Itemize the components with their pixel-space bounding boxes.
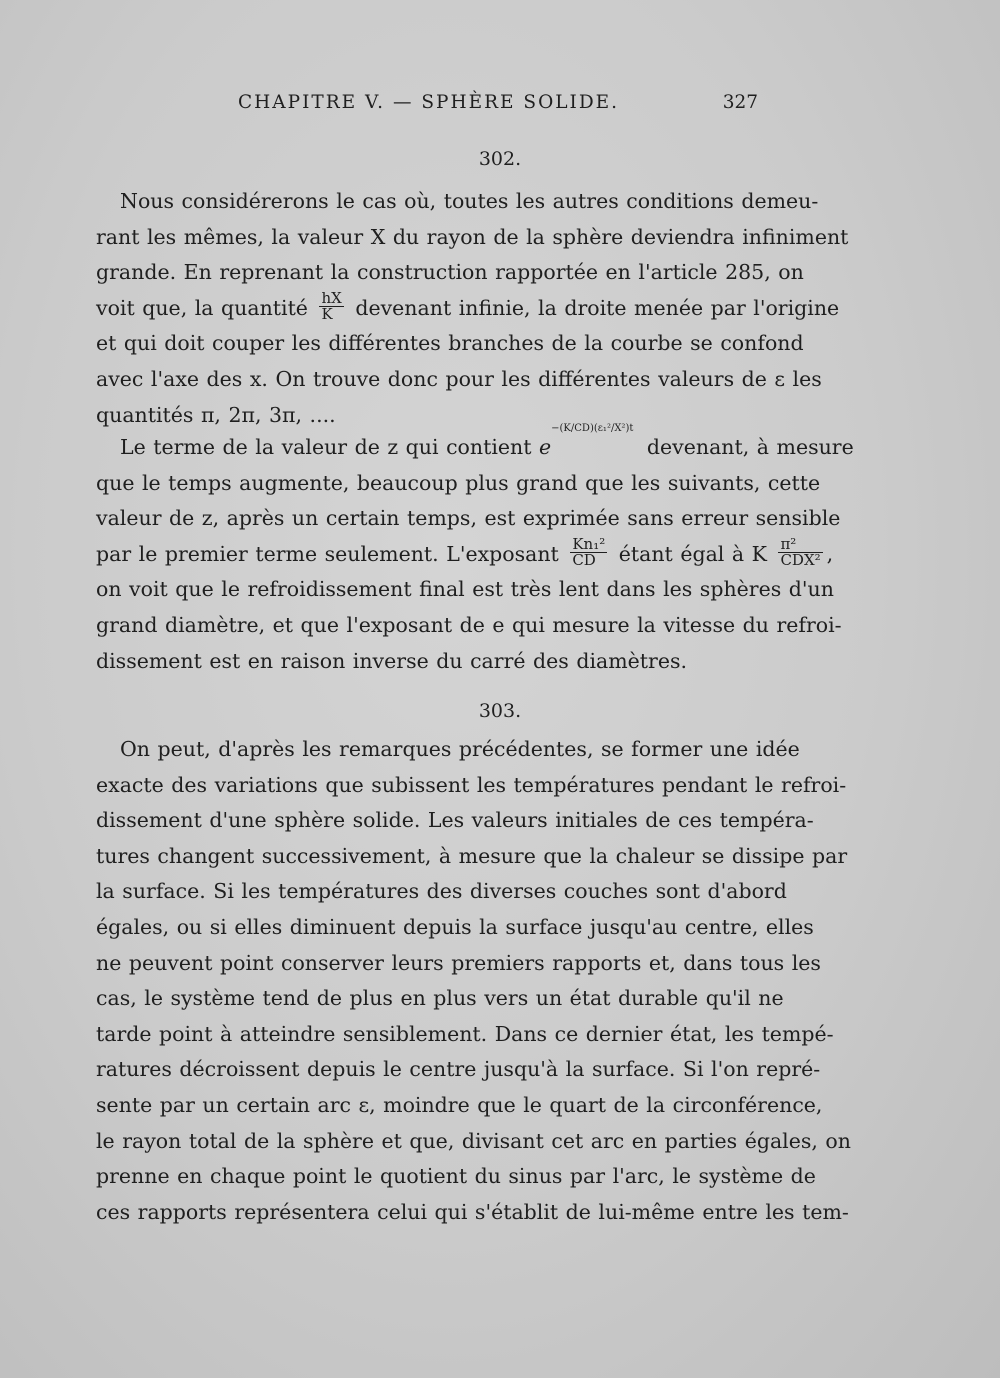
text-line: et qui doit couper les différentes branches de la courbe se confond bbox=[96, 331, 804, 356]
text-line: rant les mêmes, la valeur X du rayon de la sphère deviendra infiniment bbox=[96, 224, 849, 249]
section-number-302: 302. bbox=[478, 148, 522, 170]
fraction-pi2-over-CDX2 bbox=[778, 534, 822, 569]
running-title: CHAPITRE V. — SPHÈRE SOLIDE. bbox=[238, 92, 620, 113]
text-line-with-fraction bbox=[96, 288, 840, 327]
fraction-denominator: CDX² bbox=[780, 550, 821, 569]
line-text: devenant, à mesure bbox=[646, 435, 854, 459]
fraction-denominator: K bbox=[321, 304, 333, 323]
line-text: voit que, la quantité bbox=[96, 295, 308, 320]
text-line-with-exponential bbox=[96, 423, 854, 466]
text-line: on voit que le refroidissement final est très lent dans les sphères d'un bbox=[96, 577, 834, 602]
text-line: On peut, d'après les remarques précédentes, se former une idée bbox=[120, 737, 800, 761]
text-line: grande. En reprenant la construction rapportée en l'article 285, on bbox=[96, 260, 804, 285]
text-line: grand diamètre, et que l'exposant de e qui mesure la vitesse du refroi- bbox=[96, 612, 842, 637]
text-line: ne peuvent point conserver leurs premiers rapports et, dans tous les bbox=[96, 950, 821, 975]
text-line: dissement est en raison inverse du carré des diamètres. bbox=[96, 648, 687, 673]
text-line: avec l'axe des x. On trouve donc pour les différentes valeurs de ε les bbox=[96, 366, 822, 391]
fraction-numerator: π² bbox=[778, 537, 822, 553]
paragraph-302-2 bbox=[96, 423, 854, 679]
line-text: devenant infinie, la droite menée par l'origine bbox=[355, 295, 840, 320]
text-line: sente par un certain arc ε, moindre que le quart de la circonférence, bbox=[96, 1092, 823, 1117]
text-line: le rayon total de la sphère et que, divisant cet arc en parties égales, on bbox=[96, 1128, 851, 1153]
text-line: valeur de z, après un certain temps, est exprimée sans erreur sensible bbox=[96, 506, 841, 531]
exponent: −(K/CD)(ε₁²/X²)t bbox=[551, 423, 634, 434]
text-line: quantités π, 2π, 3π, .... bbox=[96, 402, 336, 427]
text-line: tarde point à atteindre sensiblement. Dans ce dernier état, les tempé- bbox=[96, 1021, 834, 1046]
text-line: que le temps augmente, beaucoup plus grand que les suivants, cette bbox=[96, 470, 821, 495]
fraction-Kn-over-CD bbox=[570, 534, 607, 569]
text-line: cas, le système tend de plus en plus vers un état durable qu'il ne bbox=[96, 986, 784, 1011]
line-text: étant égal à K bbox=[618, 541, 767, 566]
text-line-with-fractions bbox=[96, 534, 834, 573]
fraction-numerator: Kn₁² bbox=[572, 534, 606, 553]
text-line: dissement d'une sphère solide. Les valeurs initiales de ces tempéra- bbox=[96, 808, 814, 833]
text-line: exacte des variations que subissent les températures pendant le refroi- bbox=[96, 772, 847, 797]
paragraph-302-1 bbox=[96, 184, 849, 433]
line-text: par le premier terme seulement. L'exposant bbox=[96, 541, 559, 566]
text-line: ces rapports représentera celui qui s'établit de lui-même entre les tem- bbox=[96, 1199, 849, 1224]
fraction-numerator: hX bbox=[321, 288, 342, 307]
text-line: tures changent successivement, à mesure que la chaleur se dissipe par bbox=[96, 843, 848, 868]
exponential-base: e bbox=[539, 435, 552, 459]
text-line: égales, ou si elles diminuent depuis la surface jusqu'au centre, elles bbox=[96, 914, 814, 939]
page-number: 327 bbox=[722, 92, 758, 113]
line-text: Le terme de la valeur de z qui contient bbox=[120, 435, 532, 459]
text-line: la surface. Si les températures des diverses couches sont d'abord bbox=[96, 879, 787, 904]
paragraph-303-1 bbox=[96, 732, 851, 1230]
text-line: Nous considérerons le cas où, toutes les autres conditions demeu- bbox=[120, 189, 819, 213]
text-line: ratures décroissent depuis le centre jusqu'à la surface. Si l'on repré- bbox=[96, 1057, 821, 1082]
fraction-denominator: CD bbox=[572, 550, 596, 569]
text-line: prenne en chaque point le quotient du sinus par l'arc, le système de bbox=[96, 1164, 816, 1189]
section-number-303: 303. bbox=[478, 700, 522, 722]
fraction-hX-over-K bbox=[319, 288, 343, 323]
line-text: , bbox=[826, 541, 834, 566]
